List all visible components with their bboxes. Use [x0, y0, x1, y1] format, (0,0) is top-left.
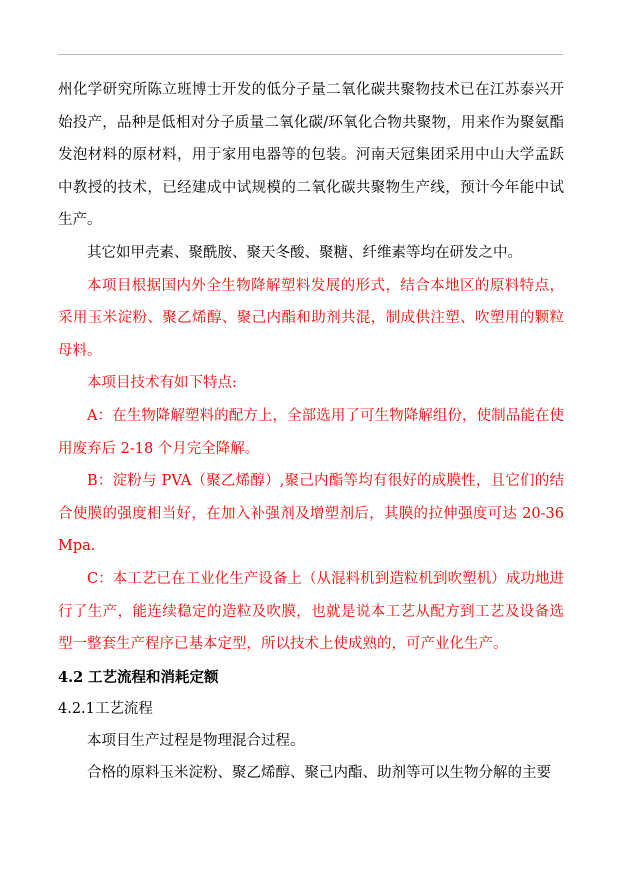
paragraph-other-materials: 其它如甲壳素、聚酰胺、聚天冬酸、聚糖、纤维素等均在研发之中。 — [87, 244, 522, 261]
paragraph-feature-a: A：在生物降解塑料的配方上，全部选用了可生物降解组份，使制品能在使用废弃后 2-18 个月完全降解。 — [58, 407, 564, 457]
header-rule — [58, 54, 563, 55]
paragraph-feature-b: B：淀粉与 PVA（聚乙烯醇）,聚己内酯等均有很好的成膜性，且它们的结合使膜的强度相当好，在加入补强剂及增塑剂后，其膜的拉伸强度可达 20-36Mpa. — [58, 473, 564, 555]
section-number: 4.2 — [58, 668, 84, 686]
paragraph-process-nature: 本项目生产过程是物理混合过程。 — [87, 732, 305, 749]
paragraph-features-intro: 本项目技术有如下特点: — [87, 375, 237, 392]
section-title: 工艺流程和消耗定额 — [88, 668, 219, 686]
section-heading — [58, 663, 564, 693]
subsection-heading: 4.2.1工艺流程 — [58, 700, 153, 717]
paragraph-feature-c: C：本工艺已在工业化生产设备上（从混料机到造粒机到吹塑机）成功地进行了生产，能连续稳定的造粒及吹膜，也就是说本工艺从配方到工艺及设备选型一整套生产程序已基本定型，所以技术上使成熟的，可产业化生产。 — [58, 570, 564, 653]
paragraph-project-overview: 本项目根据国内外全生物降解塑料发展的形式，结合本地区的原料特点，采用玉米淀粉、聚乙烯醇、聚己内酯和助剂共混，制成供注塑、吹塑用的颗粒母料。 — [58, 277, 564, 359]
paragraph-co2-copolymer: 州化学研究所陈立班博士开发的低分子量二氧化碳共聚物技术已在江苏泰兴开始投产，品种是低相对分子质量二氧化碳/环氧化合物共聚物，用来作为聚氨酯发泡材料的原材料，用于家用电器等的包装。河南天冠集团采用中山大学孟跃中教授的技术，已经建成中试规模的二氧化碳共聚物生产线，预计今年能中试生产。 — [58, 82, 564, 229]
body-text — [58, 74, 564, 790]
paragraph-raw-materials: 合格的原料玉米淀粉、聚乙烯醇、聚己内酯、助剂等可以生物分解的主要 — [87, 765, 551, 782]
